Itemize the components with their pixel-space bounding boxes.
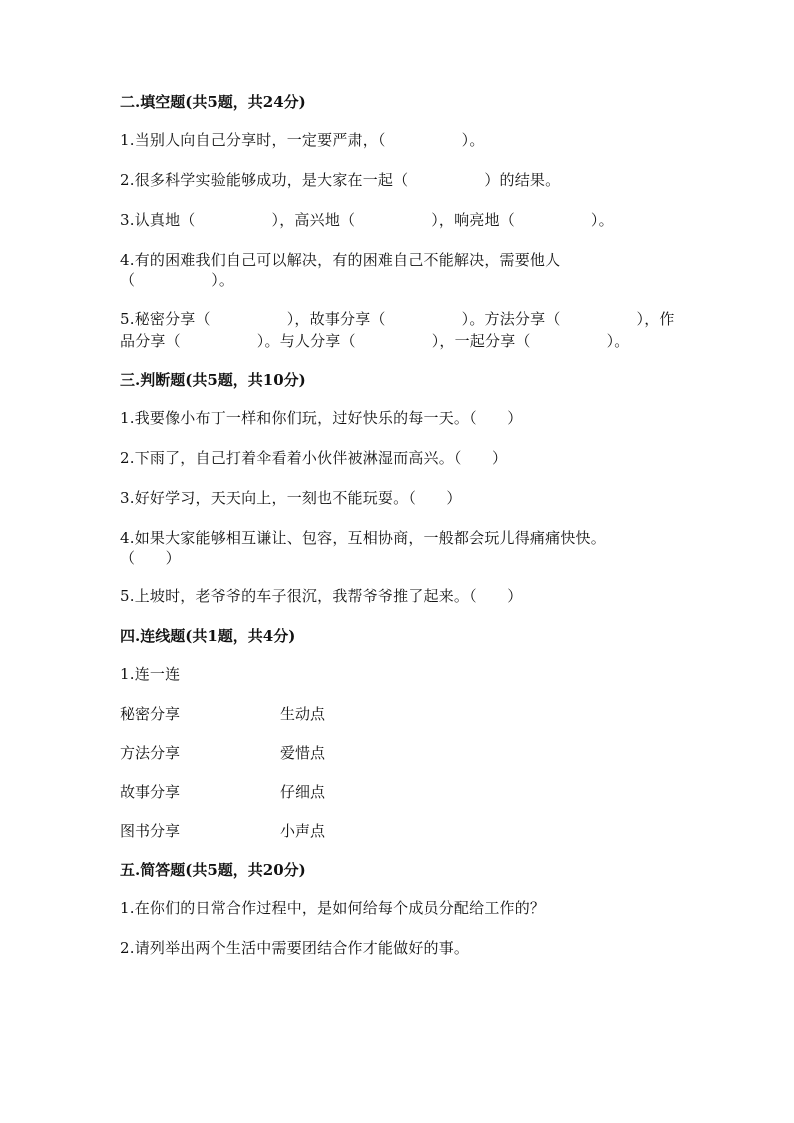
section-heading-matching: 四.连线题(共1题，共4分): [120, 627, 296, 645]
question-text: 2.下雨了，自己打着伞看着小伙伴被淋湿而高兴。（ ）: [120, 449, 508, 467]
question-text: 4.如果大家能够相互谦让、包容，互相协商，一般都会玩儿得痛痛快快。（ ）: [120, 529, 606, 567]
match-row: [120, 782, 680, 802]
match-right-item: 生动点: [280, 705, 326, 723]
match-left-item: 图书分享: [120, 822, 181, 840]
section-heading-true-false: 三.判断题(共5题，共10分): [120, 371, 306, 389]
question-text: 4.有的困难我们自己可以解决，有的困难自己不能解决，需要他人（ ）。: [120, 251, 561, 289]
match-right-item: 爱惜点: [280, 744, 326, 762]
match-left-item: 秘密分享: [120, 705, 181, 723]
question-text: 2.很多科学实验能够成功，是大家在一起（ ）的结果。: [120, 171, 561, 189]
match-row: [120, 743, 680, 763]
section-heading-fill-blank: 二.填空题(共5题，共24分): [120, 93, 306, 111]
match-row: [120, 704, 680, 724]
question-text: 2.请列举出两个生活中需要团结合作才能做好的事。: [120, 939, 470, 957]
match-right-item: 小声点: [280, 822, 326, 840]
question-text: 1.当别人向自己分享时，一定要严肃，（ ）。: [120, 131, 485, 149]
worksheet-page: [120, 92, 680, 978]
match-row: [120, 821, 680, 841]
question-text: 1.连一连: [120, 665, 181, 683]
question-text: 3.认真地（ ），高兴地（ ），响亮地（ ）。: [120, 211, 614, 229]
question-text: 5.秘密分享（ ），故事分享（ ）。方法分享（ ），作品分享（ ）。与人分享（ ），一起分享（ ）。: [120, 310, 675, 350]
question-text: 1.我要像小布丁一样和你们玩，过好快乐的每一天。（ ）: [120, 409, 523, 427]
question-text: 1.在你们的日常合作过程中，是如何给每个成员分配给工作的？: [120, 899, 546, 917]
match-left-item: 故事分享: [120, 783, 181, 801]
question-text: 3.好好学习，天天向上，一刻也不能玩耍。（ ）: [120, 489, 462, 507]
match-left-item: 方法分享: [120, 744, 181, 762]
question-text: 5.上坡时，老爷爷的车子很沉，我帮爷爷推了起来。（ ）: [120, 587, 523, 605]
section-heading-short-answer: 五.简答题(共5题，共20分): [120, 861, 306, 879]
match-right-item: 仔细点: [280, 783, 326, 801]
